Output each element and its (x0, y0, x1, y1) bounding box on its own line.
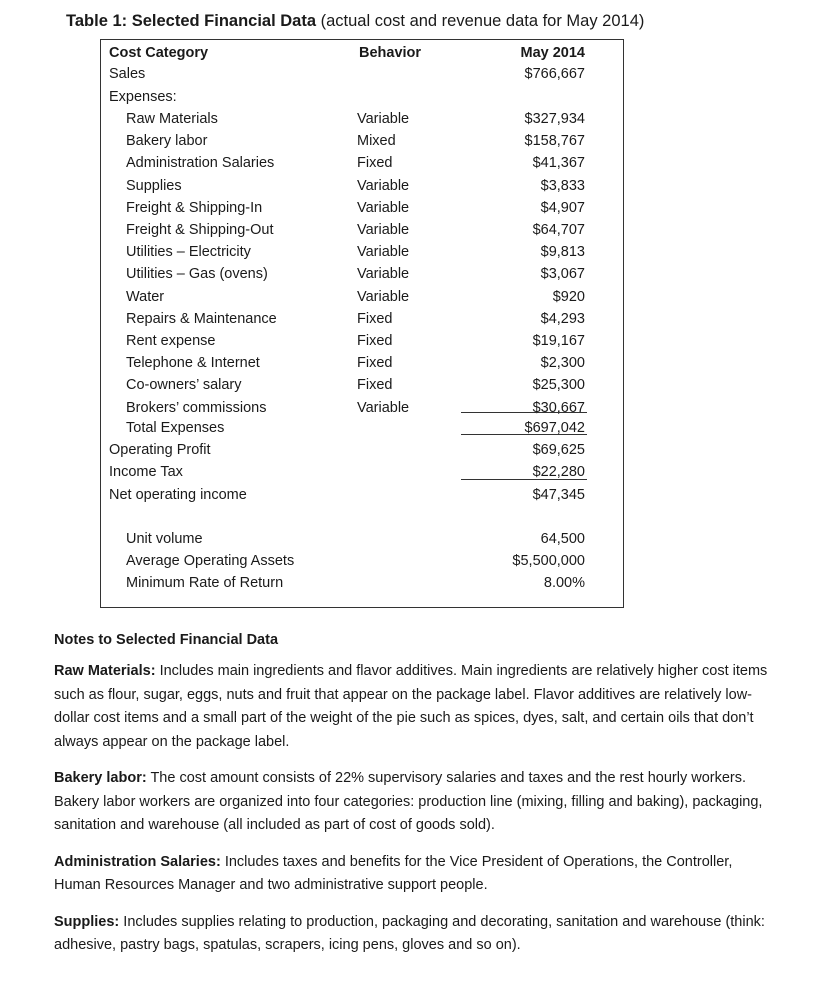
sales-value: $766,667 (524, 66, 585, 82)
avg-assets-row (101, 550, 623, 572)
note-label: Raw Materials: (54, 663, 156, 679)
subtotal-underline (461, 412, 587, 413)
expense-label: Utilities – Gas (ovens) (126, 266, 268, 283)
expense-row (101, 308, 623, 330)
expense-label: Rent expense (126, 333, 216, 349)
expense-row (101, 241, 623, 263)
expense-row (101, 330, 623, 352)
expense-behavior: Mixed (357, 133, 396, 150)
expense-behavior: Variable (357, 399, 410, 416)
expense-label: Bakery labor (126, 133, 208, 150)
expense-behavior: Variable (357, 266, 410, 283)
note-label: Administration Salaries: (54, 853, 221, 870)
expense-row (101, 219, 623, 241)
expense-label: Raw Materials (126, 111, 218, 127)
expense-row (101, 108, 623, 130)
expense-behavior: Variable (357, 199, 410, 216)
sales-label: Sales (109, 66, 146, 82)
total-expenses-label: Total Expenses (126, 420, 225, 436)
total-expenses-row (101, 417, 623, 439)
expense-row (101, 130, 623, 152)
expense-behavior: Variable (357, 111, 410, 127)
expense-label: Utilities – Electricity (126, 244, 251, 261)
expense-value: $4,907 (540, 199, 585, 216)
note-text: The cost amount consists of 22% supervisory salaries and taxes and the rest hourly workers. Bakery labor workers are organized into four categories: production line (mixing, filling and baking), packaging, sanitation and warehouse (all included as part of cost of goods sold). (54, 770, 763, 833)
unit-volume-label: Unit volume (126, 531, 203, 547)
header-behavior: Behavior (359, 45, 422, 61)
expense-label: Brokers’ commissions (126, 399, 267, 416)
expense-value: $4,293 (540, 310, 585, 327)
operating-profit-value: $69,625 (532, 442, 585, 458)
expense-label: Telephone & Internet (126, 355, 260, 372)
min-return-label: Minimum Rate of Return (126, 575, 284, 591)
table-caption (66, 12, 644, 31)
expense-row (101, 263, 623, 285)
expense-behavior: Fixed (357, 333, 393, 349)
income-tax-underline (461, 479, 587, 480)
avg-assets-value: $5,500,000 (512, 553, 585, 569)
note-paragraph (54, 851, 774, 898)
notes-list (54, 660, 774, 958)
expense-value: $30,667 (532, 399, 585, 416)
table-caption-title: Table 1: Selected Financial Data (66, 12, 317, 30)
expense-behavior: Variable (357, 222, 410, 238)
financial-data-table (100, 39, 624, 608)
note-label: Bakery labor: (54, 770, 147, 786)
expense-row (101, 352, 623, 374)
expense-value: $3,067 (540, 266, 585, 283)
note-label: Supplies: (54, 913, 120, 930)
net-income-row (101, 484, 623, 506)
note-paragraph (54, 911, 774, 958)
header-period: May 2014 (520, 45, 585, 61)
min-return-value: 8.00% (543, 575, 585, 591)
expenses-label: Expenses: (109, 89, 177, 105)
notes-section (54, 632, 774, 971)
expense-row (101, 397, 623, 419)
total-expenses-value: $697,042 (524, 420, 585, 436)
expense-behavior: Fixed (357, 377, 393, 394)
operating-profit-row (101, 439, 623, 461)
expense-value: $158,767 (524, 133, 585, 150)
expense-value: $2,300 (540, 355, 585, 372)
table-caption-subtitle: (actual cost and revenue data for May 2014) (316, 12, 645, 30)
expense-label: Administration Salaries (126, 155, 275, 172)
net-income-label: Net operating income (109, 487, 247, 503)
expense-value: $3,833 (540, 177, 585, 194)
unit-volume-row (101, 528, 623, 550)
note-paragraph (54, 767, 774, 838)
expense-value: $9,813 (540, 244, 585, 261)
unit-volume-value: 64,500 (540, 531, 585, 547)
income-tax-value: $22,280 (532, 464, 585, 480)
expense-row (101, 197, 623, 219)
note-paragraph (54, 660, 774, 754)
expense-behavior: Fixed (357, 355, 393, 372)
expense-label: Co-owners’ salary (126, 377, 242, 394)
expense-label: Freight & Shipping-In (126, 199, 263, 216)
expenses-heading-row (101, 86, 623, 108)
table-header-row (101, 42, 623, 64)
notes-title: Notes to Selected Financial Data (54, 632, 279, 648)
net-income-value: $47,345 (532, 487, 585, 503)
expense-behavior: Variable (357, 177, 410, 194)
expense-value: $41,367 (532, 155, 585, 172)
expense-row (101, 374, 623, 396)
expense-label: Supplies (126, 177, 182, 194)
sales-row (101, 63, 623, 85)
operating-profit-label: Operating Profit (109, 442, 211, 458)
income-tax-label: Income Tax (109, 464, 183, 480)
expense-behavior: Fixed (357, 310, 393, 327)
note-text: Includes taxes and benefits for the Vice President of Operations, the Controller, Human Resources Manager and two administrative support people. (54, 853, 733, 893)
header-cost-category: Cost Category (109, 45, 209, 61)
total-expenses-underline (461, 434, 587, 435)
expense-row (101, 286, 623, 308)
note-text: Includes supplies relating to production, packaging and decorating, sanitation and warehouse (think: adhesive, pastry bags, spatulas, scrapers, icing pens, gloves and so on). (54, 913, 765, 953)
expense-value: $25,300 (532, 377, 585, 394)
note-text: Includes main ingredients and flavor additives. Main ingredients are relatively higher cost items such as flour, sugar, eggs, nuts and fruit that appear on the package label. Flavor additives are relatively low-dollar cost items and a small part of the weight of the pie such as spices, dyes, salt, and certain oils that don’t always appear on the package label. (54, 663, 768, 750)
expense-behavior: Fixed (357, 155, 393, 172)
expense-value: $920 (552, 288, 585, 305)
expense-label: Water (126, 288, 165, 305)
expense-behavior: Variable (357, 288, 410, 305)
avg-assets-label: Average Operating Assets (126, 553, 295, 569)
expense-row (101, 175, 623, 197)
expense-label: Freight & Shipping-Out (126, 222, 274, 238)
expense-value: $64,707 (532, 222, 585, 238)
expense-label: Repairs & Maintenance (126, 310, 277, 327)
expense-value: $327,934 (524, 111, 585, 127)
expense-behavior: Variable (357, 244, 410, 261)
expense-value: $19,167 (532, 333, 585, 349)
expense-row (101, 152, 623, 174)
min-return-row (101, 572, 623, 594)
